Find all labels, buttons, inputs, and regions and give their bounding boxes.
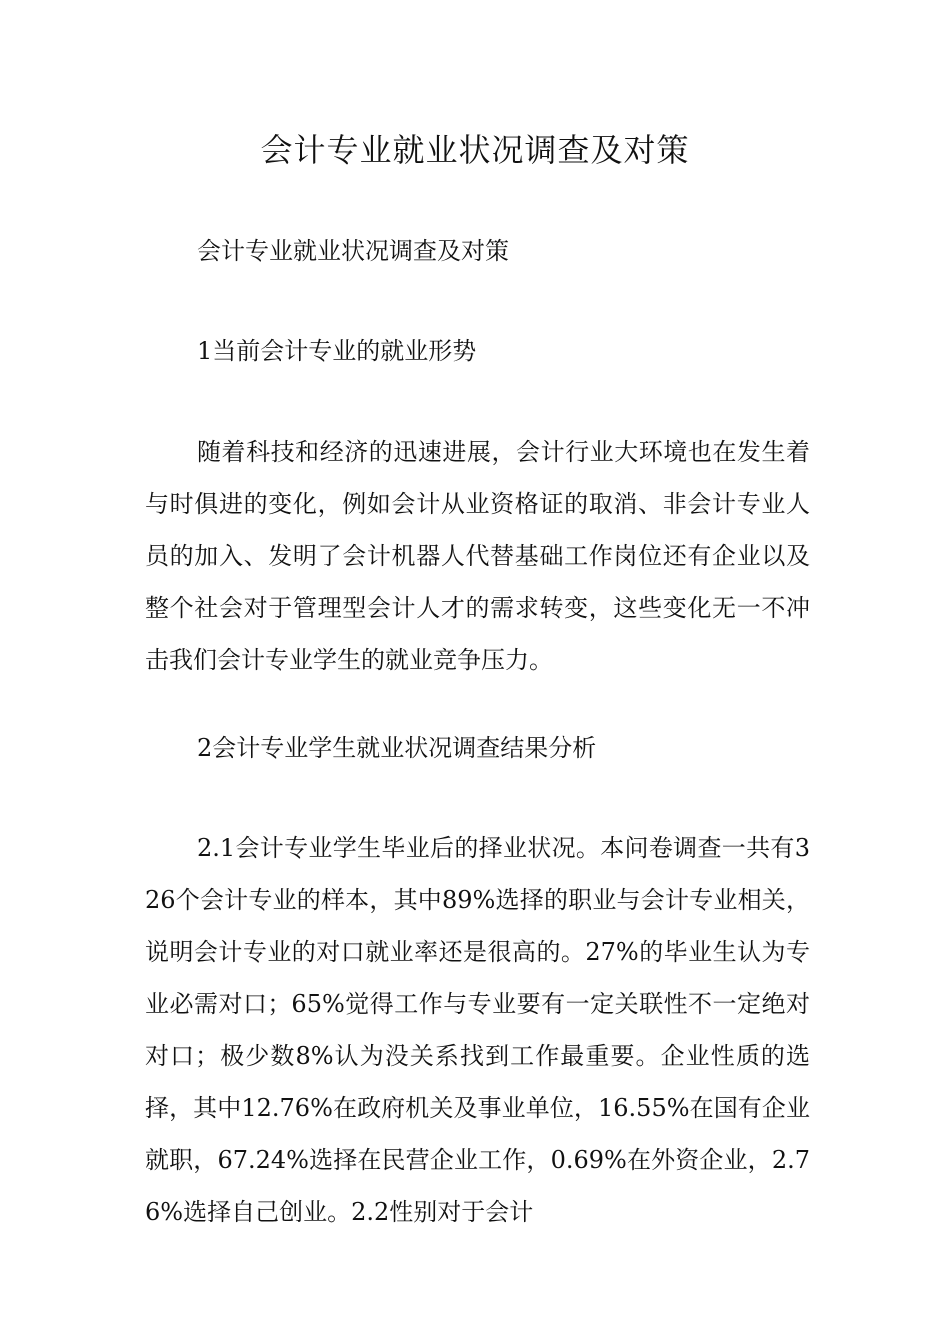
section-2-paragraph: 2.1会计专业学生毕业后的择业状况。本问卷调查一共有326个会计专业的样本，其中89%选择的职业与会计专业相关，说明会计专业的对口就业率还是很高的。27%的毕业生认为专业必需对口；65%觉得工作与专业要有一定关联性不一定绝对对口；极少数8%认为没关系找到工作最重要。企业性质的选择，其中12.76%在政府机关及事业单位，16.55%在国有企业就职，67.24%选择在民营企业工作，0.69%在外资企业，2.76%选择自己创业。2.2性别对于会计 <box>145 834 810 1226</box>
document-subtitle: 会计专业就业状况调查及对策 <box>197 237 509 265</box>
section-1-heading: 1当前会计专业的就业形势 <box>197 337 477 365</box>
section-1-paragraph: 随着科技和经济的迅速进展，会计行业大环境也在发生着与时俱进的变化，例如会计从业资格证的取消、非会计专业人员的加入、发明了会计机器人代替基础工作岗位还有企业以及整个社会对于管理型会计人才的需求转变，这些变化无一不冲击我们会计专业学生的就业竞争压力。 <box>145 438 810 674</box>
document-title: 会计专业就业状况调查及对策 <box>260 131 690 169</box>
section-2-heading: 2会计专业学生就业状况调查结果分析 <box>197 734 597 762</box>
